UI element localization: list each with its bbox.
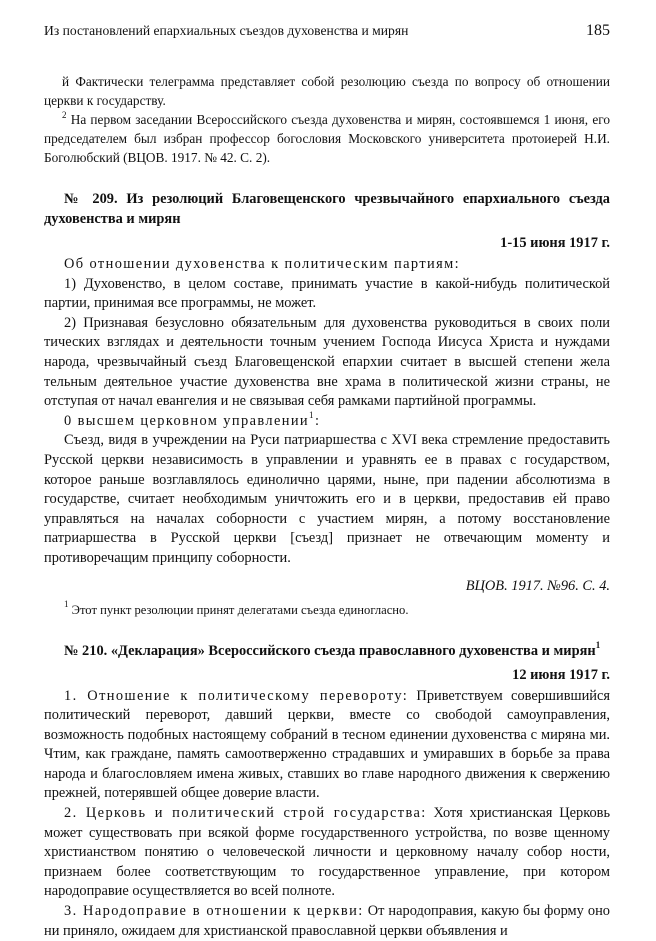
page-number: 185: [586, 22, 610, 39]
footnote-mark: 1: [309, 409, 315, 420]
doc209-p1: 1) Духовенство, в целом составе, принимать участие в какой-нибудь политической партии, принимая все программы, не может.: [44, 275, 610, 312]
footnote-top-2: $^2$ На первом заседании Всероссийского съезда духовенства и мирян, состоявшемся 1 июня, его председателем был избран профессор богословия Московского университета протоиерей Н.И. Боголюбский (ВЦОВ. 1917. № 42. С. 2).: [44, 109, 610, 165]
footnote-mark: 1: [595, 639, 601, 650]
footnote-mark: 1: [64, 599, 69, 610]
doc209-date: 1-15 июня 1917 г.: [500, 235, 610, 251]
doc209-section2-heading: 0 высшем церковном управлении$^1$:: [64, 409, 321, 429]
doc209-p2: 2) Признавая безусловно обязательным для духовенства руководиться в своих поли тических взглядах и деятельности точным учением Господа Иисуса Христа и нуждами народа, чрезвычайный съезд Благовещенской епархии считает в высшей степени жела тельным деятельное участие духовенства вне храма в политической жизни страны, не отступая от начал евангелия и не связывая себя рамками партийной программы.: [44, 314, 610, 410]
doc209-footnote: $^1$ Этот пункт резолюции принят делегатами съезда единогласно.: [64, 599, 409, 617]
doc210-p2: 2. Церковь и политический строй государства: Хотя христианская Церковь может существовать при всякой форме государственного устройства, по возве щенному христианством понятию о человеческой личности и церковному началу собор ности, признаем более соответствующим то государственное управление, при котором народоправие осуществляется во всей полноте.: [44, 805, 611, 900]
footnote-top-1: й Фактически телеграмма представляет собой резолюцию съезда по вопросу об отношении церкви к государству.: [44, 74, 610, 108]
footnote-mark: 2: [62, 109, 67, 120]
doc209-section1-heading: Об отношении духовенства к политическим партиям:: [64, 256, 461, 272]
running-title: Из постановлений епархиальных съездов духовенства и мирян: [44, 23, 409, 38]
doc210-title: № 210. «Декларация» Всероссийского съезда православного духовенства и мирян$^1$: [64, 639, 601, 659]
doc209-p3: Съезд, видя в учреждении на Руси патриаршества с XVI века стремление предоставить Русской церкви независимость в управлении и уравнять ее в правах с государством, которое раньше возглавлялось единолично царями, ныне, при падении абсолютизма в государстве, считает необходимым уничтожить его и в церкви, предоставив ей право управляться на началах соборности с участием мирян, а потому восстановление патриаршества в Русской церкви [съезд] признает не отвечающим моменту и противоречащим принципу соборности.: [44, 432, 610, 566]
doc209-citation: ВЦОВ. 1917. №96. С. 4.: [465, 577, 610, 594]
doc210-date: 12 июня 1917 г.: [512, 666, 610, 683]
doc210-p1: 1. Отношение к политическому перевороту: Приветствуем совершившийся политический переворот, давший церкви, вместе со свободой самоуправления, возможность подобных настоящему собраний в тесном единении духовенства с миряна ми. Чтим, как граждане, память самоотверженно страдавших и умиравших в борьбе за права народа и благословляем имена живых, ставших во главе народного движения к свержению прежней, потерявшей общее доверие власти.: [44, 687, 610, 802]
doc209-title: № 209. Из резолюций Благовещенского чрезвычайного епархиального съезда духовенства и мирян: [44, 191, 610, 227]
running-header: [44, 22, 610, 40]
doc210-p3: 3. Народоправие в отношении к церкви: От народоправия, какую бы форму оно ни приняло, ожидаем для христианской православной церкви объявления и: [44, 903, 611, 939]
